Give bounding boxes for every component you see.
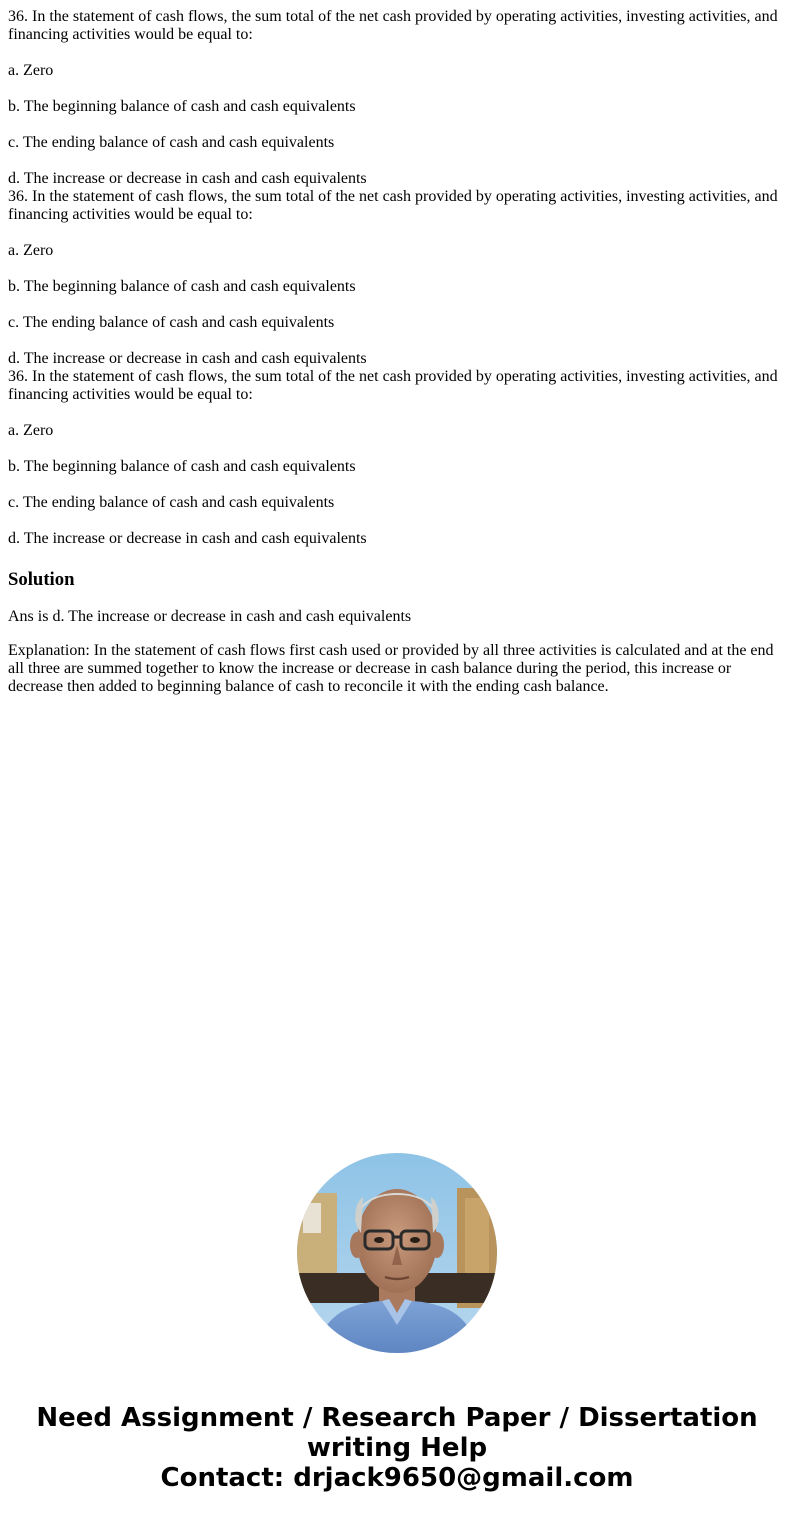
- document-content: [8, 8, 786, 696]
- option-a: a. Zero: [8, 242, 54, 259]
- question-block-3: [8, 368, 786, 548]
- answer-text: Ans is d. The increase or decrease in cash and cash equivalents: [8, 608, 412, 625]
- question-block-1: [8, 8, 786, 188]
- question-block-2: [8, 188, 786, 368]
- option-d: d. The increase or decrease in cash and cash equivalents: [8, 170, 367, 187]
- footer-contact-email: Contact: drjack9650@gmail.com: [160, 1463, 634, 1493]
- option-a: a. Zero: [8, 422, 54, 439]
- question-text: 36. In the statement of cash flows, the sum total of the net cash provided by operating activities, investing activities, and financing activities would be equal to:: [8, 8, 778, 43]
- footer-contact-banner: [0, 1403, 794, 1493]
- tutor-portrait-icon: [297, 1153, 497, 1353]
- option-c: c. The ending balance of cash and cash equivalents: [8, 494, 335, 511]
- option-c: c. The ending balance of cash and cash equivalents: [8, 134, 335, 151]
- option-d: d. The increase or decrease in cash and cash equivalents: [8, 530, 367, 547]
- option-b: b. The beginning balance of cash and cash equivalents: [8, 278, 356, 295]
- option-d: d. The increase or decrease in cash and cash equivalents: [8, 350, 367, 367]
- avatar: [297, 1153, 497, 1353]
- footer-line-2: writing Help: [306, 1433, 488, 1463]
- question-text: 36. In the statement of cash flows, the sum total of the net cash provided by operating activities, investing activities, and financing activities would be equal to:: [8, 188, 778, 223]
- option-b: b. The beginning balance of cash and cash equivalents: [8, 98, 356, 115]
- explanation-text: Explanation: In the statement of cash flows first cash used or provided by all three activities is calculated and at the end all three are summed together to know the increase or decrease in cash balance during the period, this increase or decrease then added to beginning balance of cash to reconcile it with the ending cash balance.: [8, 642, 774, 695]
- option-c: c. The ending balance of cash and cash equivalents: [8, 314, 335, 331]
- footer-line-1: Need Assignment / Research Paper / Dissertation: [36, 1403, 758, 1433]
- question-text: 36. In the statement of cash flows, the sum total of the net cash provided by operating activities, investing activities, and financing activities would be equal to:: [8, 368, 778, 403]
- option-b: b. The beginning balance of cash and cash equivalents: [8, 458, 356, 475]
- option-a: a. Zero: [8, 62, 54, 79]
- solution-heading: Solution: [8, 569, 75, 590]
